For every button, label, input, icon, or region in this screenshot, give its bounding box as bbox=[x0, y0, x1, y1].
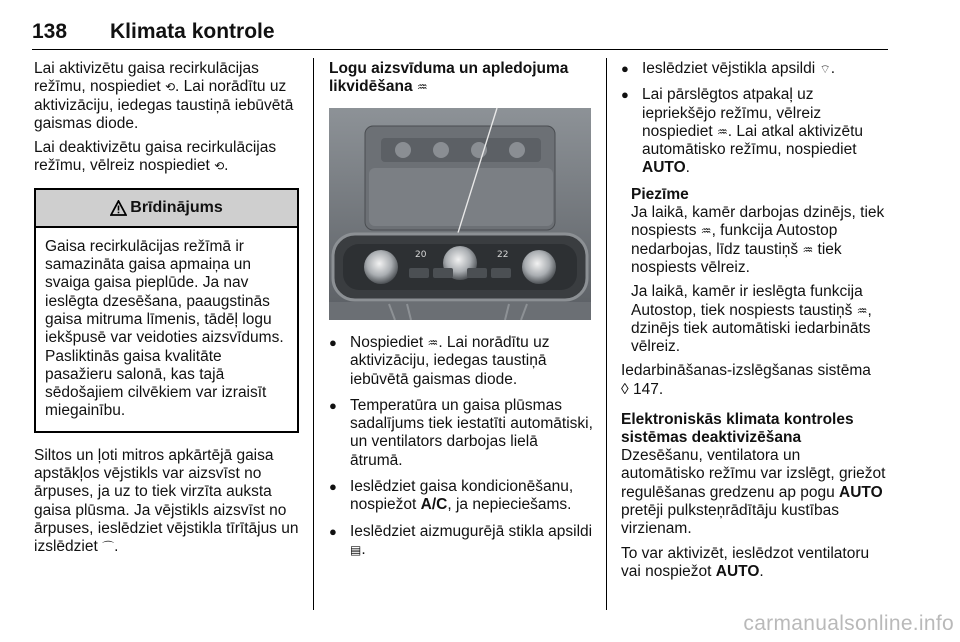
windscreen-heating-icon: ⌔ bbox=[819, 62, 831, 76]
temp-right-label: 22 bbox=[497, 250, 509, 260]
warning-text: Gaisa recirkulācijas režīmā ir samazināta gaisa apmaiņa un svaiga gaisa pieplūde. Ja nav ieslēgta dzesēšana, paaugstinās gaisa mitruma līmenis, tādēļ logu iekšpusē var veidoties aizsvīdums. Pasliktinās gaisa kvalitāte pasažieru salonā, kas tajā sēdošajiem cilvēkiem var izraisīt miegainību. bbox=[45, 237, 284, 420]
list-item: ● Nospiediet ♒. Lai norādītu uz aktivizāciju, iedegas taustiņā iebūvētā gaismas diode. bbox=[329, 334, 550, 388]
temp-left-label: 20 bbox=[415, 250, 427, 260]
page-title: Klimata kontrole bbox=[110, 20, 275, 43]
windscreen-wiper-icon: ⌒ bbox=[102, 540, 115, 555]
defrost-icon: ♒ bbox=[416, 80, 428, 94]
section-heading-deactivation: Elektroniskās klimata kontroles sistēmas deaktivizēšana bbox=[621, 411, 854, 447]
column-divider-2 bbox=[606, 58, 607, 610]
note-paragraph-1: Ja laikā, kamēr darbojas dzinējs, tiek nospiests ♒, funkcija Autostop nedarbojas, līdz taustiņš ♒ tiek nospiests vēlreiz. bbox=[631, 204, 885, 276]
defrost-icon: ♒ bbox=[700, 224, 712, 239]
page-number: 138 bbox=[32, 20, 68, 43]
recirculation-icon: ⟲ bbox=[214, 159, 225, 174]
warning-triangle-icon bbox=[110, 200, 127, 216]
list-item: ● Temperatūra un gaisa plūsmas sadalījums tiek iestatīti automātiski, un ventilators darbojas lielā ātrumā. bbox=[329, 396, 593, 469]
note-title: Piezīme bbox=[631, 185, 689, 203]
paragraph-recirc-on: Lai aktivizētu gaisa recirkulācijas režīmu, nospiediet ⟲. Lai norādītu uz aktivizāciju, iedegas taustiņā iebūvētā gaismas diode. bbox=[34, 60, 294, 132]
page-reference-link[interactable]: 147. bbox=[632, 380, 664, 398]
list-item: ● Ieslēdziet vējstikla apsildi ⌔. bbox=[621, 60, 836, 77]
defrost-icon: ♒ bbox=[802, 242, 814, 257]
defrost-icon: ♒ bbox=[427, 336, 439, 350]
list-item: ● Ieslēdziet aizmugurējā stikla apsildi ▤. bbox=[329, 522, 593, 558]
paragraph-recirc-off: Lai deaktivizētu gaisa recirkulācijas režīmu, vēlreiz nospiediet ⟲. bbox=[34, 139, 277, 175]
defrost-icon: ♒ bbox=[856, 303, 868, 318]
note-paragraph-2: Ja laikā, kamēr ir ieslēgta funkcija Autostop, tiek nospiests taustiņš ♒, dzinējs tiek automātiski iedarbināts vēlreiz. bbox=[631, 283, 872, 356]
watermark: carmanualsonline.info bbox=[743, 612, 954, 635]
recirculation-icon: ⟲ bbox=[164, 80, 176, 95]
rear-window-heating-icon: ▤ bbox=[350, 542, 362, 557]
warning-title: Brīdinājums bbox=[130, 198, 223, 216]
defrost-icon: ♒ bbox=[716, 124, 728, 139]
climate-control-photo bbox=[329, 108, 591, 320]
page-reference-icon: ◊ bbox=[621, 380, 629, 398]
column-1 bbox=[34, 60, 299, 563]
warning-header bbox=[36, 190, 297, 228]
column-divider-1 bbox=[313, 58, 314, 610]
climate-panel-illustration bbox=[329, 108, 591, 320]
paragraph-deactivation: Dzesēšanu, ventilatora un automātisko režīmu var izslēgt, griežot regulēšanas gredzenu ap pogu AUTO pretēji pulksteņrādītāju kustības virzienam. bbox=[621, 447, 886, 538]
header-divider bbox=[32, 49, 888, 50]
paragraph-windscreen: Siltos un ļoti mitros apkārtējā gaisa apstākļos vējstikls var aizsvīst no ārpuses, ja uz to tiek virzīta auksta gaisa plūsma. Ja vējstikls aizsvīst no ārpuses, ieslēdziet vējstikla tīrītājus un izslēdziet ⌒. bbox=[34, 446, 299, 556]
section-heading-defog: Logu aizsvīduma un apledojuma likvidēšana ♒ bbox=[329, 60, 569, 95]
note-block bbox=[621, 186, 887, 357]
page-header bbox=[32, 20, 275, 50]
column-3 bbox=[621, 60, 887, 587]
list-item: ● Ieslēdziet gaisa kondicionēšanu, nospiežot A/C, ja nepieciešams. bbox=[329, 478, 574, 514]
paragraph-activation: To var aktivizēt, ieslēdzot ventilatoru vai nospiežot AUTO. bbox=[621, 544, 870, 580]
cross-reference: Iedarbināšanas-izslēgšanas sistēma ◊ 147. bbox=[621, 362, 871, 398]
list-item: ● Lai pārslēgtos atpakaļ uz iepriekšējo režīmu, vēlreiz nospiediet ♒. Lai atkal aktivizētu automātisko režīmu, nospiediet AUTO. bbox=[621, 86, 864, 177]
column-2 bbox=[329, 60, 594, 567]
warning-box bbox=[34, 188, 299, 433]
